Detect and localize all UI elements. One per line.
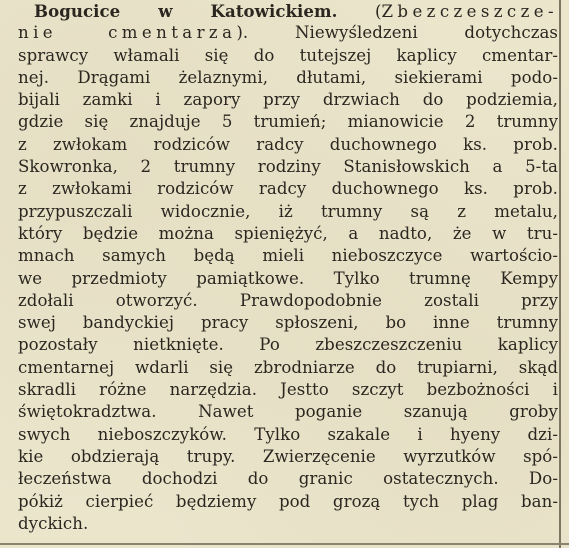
article-line: z zwłokam rodziców radcy duchownego ks. prob. [18, 134, 558, 154]
article-line: sprawcy włamali się do tutejszej kaplicy cmentar- [18, 45, 558, 65]
article-line: kie obdzierają trupy. Zwierzęcenie wyrzutków spó- [18, 446, 558, 466]
article-line: nej. Drągami żelaznymi, dłutami, siekierami podo- [18, 67, 558, 87]
subtitle-close-paren: ). [236, 23, 249, 43]
article-line: Skowronka, 2 trumny rodziny Stanisłowskich a 5-ta [18, 157, 558, 177]
article-line: który będzie można spieniężyć, a nadto, że w tru- [18, 223, 558, 243]
subtitle-open-paren: ( [374, 2, 382, 21]
article-line-1 [18, 0, 558, 22]
article-line-2-rest: Niewyśledzeni dotychczas [294, 23, 558, 43]
article-line: pozostały nietknięte. Po zbeszczeszczeniu kaplicy [18, 335, 558, 355]
article-line: swej bandyckiej pracy spłoszeni, bo inne trumny [18, 313, 558, 333]
article-line: cmentarnej wdarli się zbrodniarze do trupiarni, skąd [18, 357, 558, 377]
article-line: gdzie się znajduje 5 trumień; mianowicie 2 trumny [18, 112, 558, 132]
article-line: świętokradztwa. Nawet poganie szanują groby [18, 402, 558, 422]
article-line: mnach samych będą mieli nieboszczyce wartościo- [18, 246, 558, 266]
column-rule-right [559, 0, 561, 548]
article-line: swych nieboszczyków. Tylko szakale i hyeny dzi- [18, 424, 558, 444]
article-line: pókiż cierpieć będziemy pod grozą tych plag ban- [18, 491, 558, 511]
article-line: z zwłokami rodziców radcy duchownego ks. prob. [18, 179, 558, 199]
article-line: zdołali otworzyć. Prawdopodobnie zostali przy [18, 290, 558, 310]
article-subtitle-part1: Zbezczeszcze- [381, 2, 558, 21]
column-rule-bottom [0, 543, 569, 545]
article-body [18, 0, 558, 535]
article-line: łeczeństwa dochodzi do granic ostatecznych. Do- [18, 469, 558, 489]
article-line: skradli różne narzędzia. Jestto szczyt bezbożności i [18, 380, 558, 400]
article-line: bijali zamki i zapory przy drzwiach do podziemia, [18, 90, 558, 110]
article-place: Bogucice w Katowickiem. [34, 1, 338, 21]
article-line: we przedmioty pamiątkowe. Tylko trumnę Kempy [18, 268, 558, 288]
article-line-2 [18, 22, 558, 44]
article-subtitle-part2: nie cmentarza [18, 23, 237, 43]
article-line: dyckich. [18, 513, 89, 533]
article-line: przypuszczali widocznie, iż trumny są z metalu, [18, 201, 558, 221]
